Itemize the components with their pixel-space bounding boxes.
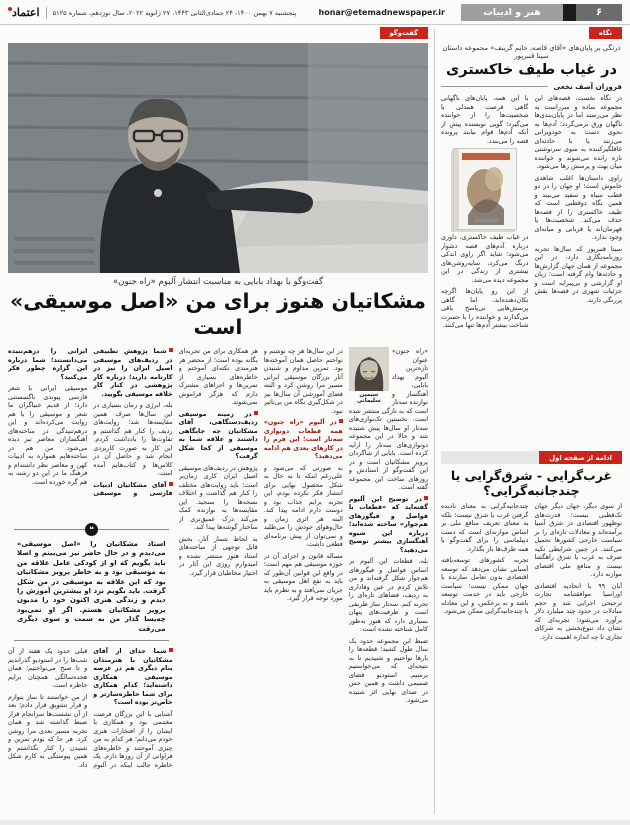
interview-article bbox=[8, 27, 428, 814]
reporter-caption: سیمین سلیمانی bbox=[357, 392, 381, 404]
article-paragraph: در غیاب طیف خاکستری، داوری درباره آدم‌های قصه دشوار می‌شود؛ شاید اگر راوی اندکی درنگ می‌کرد، سایه‌روشن‌های بیشتری از زندگی در این مجموعه دیده می‌شد. bbox=[440, 233, 529, 284]
interview-paragraph: در زمینه موسیقی ردیف‌دستگاهی، آقای مشکاتیان چه جایگاهی داشتند و علاقه شما به موسیقی از کجا شکل گرفت؟ bbox=[178, 409, 258, 460]
interview-col-pair bbox=[8, 347, 173, 825]
article-paragraph: با این همه، پایان‌های ناگهانی گاهی فرصت همدلی با شخصیت‌ها را از خواننده می‌گیرد؛ گویی نویسنده پیش از آنکه آدم‌ها قوام بیابند پرونده قصه را می‌بندد. bbox=[440, 94, 529, 145]
negah-tab: نگاه bbox=[589, 27, 622, 39]
interview-col-2 bbox=[264, 347, 343, 825]
interview-paragraph: «راه جنون» عنوان تازه‌ترین آلبوم بهداد بابایی، آهنگساز و نوازنده سه‌تار است که به تازگی منتشر شده است. نخستین تک‌نوازی‌های سه‌تار او سال‌ها پیش شنیده شد و حالا در این مجموعه دونوازی‌های سه‌تار را ارایه کرده است. بابایی از شاگردان پرویز مشکاتیان است و در این گفت‌وگو از استادش و روزهای ساخت این مجموعه گفته است. bbox=[348, 347, 428, 491]
etemad-logo: اعتماد bbox=[8, 6, 40, 19]
article-paragraph: تجربه کشورهای توسعه‌یافته آسیایی نشان می‌دهد که توسعه اقتصادی بدون تعامل سازنده با جهان ممکن نیست؛ سیاست خارجی باید در خدمت توسعه باشد و نه برعکس، و این معادله با چندجانبه‌گرایی ممکن می‌شود. bbox=[440, 556, 529, 615]
interview-paragraph: شما پژوهش تطبیقی در ردیف‌های موسیقی اصیل ایران را نیز در کارنامه دارید؛ درباره کار پژوهشی در کنار کار خلاقه موسیقی بگویید. bbox=[93, 347, 173, 398]
question-bullet bbox=[339, 419, 343, 423]
negah-col-left bbox=[441, 94, 529, 446]
question-bullet bbox=[254, 411, 258, 415]
negah-body bbox=[441, 94, 622, 446]
question-bullet bbox=[169, 348, 173, 352]
interview-paragraph: آشنایی با این بزرگان فرصت مغتنمی بود و همکاری با ایشان را از افتخارات هنری خودم می‌دانم؛ هر کدام به من چیزی آموختند و خاطره‌های فراوانی از آن روزها دارم. یک خاطره جالب اینکه در آلبوم قبلی حدود یک هفته از آن شب‌ها را در استودیو گذراندیم و تا صبح می‌نواختیم؛ همان هجده‌سالگی همچنان برایم خاطره است. bbox=[8, 647, 173, 769]
interview-paragraph: در توضیح این آلبوم گفته‌اید که «قطعات با فواصل و فیگورهای هم‌جوار» ساخته شده‌اند؛ درباره این شیوه آهنگسازی بیشتر توضیح می‌دهید؟ bbox=[348, 494, 428, 554]
book-cover-art bbox=[454, 149, 516, 229]
pair-bottom-text bbox=[8, 647, 173, 825]
continued-bar bbox=[441, 451, 622, 464]
section-title: هنر و ادبیات bbox=[461, 4, 563, 21]
interview-paragraph: ضبط این مجموعه حدود یک سال طول کشید؛ قطعه‌ها را بارها نواختیم و شنیدیم تا به نتیجه‌ای که می‌خواستیم برسیم. استودیو فضای صمیمی داشت و همین حس در صدای نهایی اثر شنیده می‌شود. bbox=[348, 636, 428, 704]
negah-byline bbox=[441, 82, 622, 91]
interview-paragraph: موسیقی ایرانی با شعر فارسی پیوندی ناگسستنی دارد؛ از قدیم خنیاگران ما شعر و موسیقی را با هم روایت می‌کرده‌اند و این درهم‌تنیدگی در ساخته‌های آهنگسازان معاصر نیز دیده می‌شود. من هم در ساخته‌هایم همواره به ادبیات کهن و معاصر نظر داشته‌ام و فرهنگ ما در این دو رشته به هم گره خورده است. bbox=[8, 384, 88, 486]
interview-tab: گفت‌وگو bbox=[380, 27, 428, 39]
book-cover-image bbox=[453, 148, 517, 230]
byline-rule bbox=[441, 86, 548, 87]
interview-paragraph: به صورتی که می‌شود و علی‌رغم اینکه تا به حال به شکل محصول نهایی برای انتشار فکر نکرده بودم، این تجربه برایم جذاب بود و دوست دارم ادامه پیدا کند. البته هر اثری زمان و حال‌وهوای خودش را می‌طلبد و نمی‌توان از پیش برنامه‌ای قطعی داشت. bbox=[263, 463, 343, 548]
interview-paragraph: شما جدای از آقای مشکاتیان با هنرمندان بنام دیگری هم در عرصه موسیقی همکاری داشته‌اید؛ کدام همکاری برای شما خاطره‌سازتر و خاص‌تر بوده است؟ bbox=[93, 647, 173, 707]
interviewee-photo bbox=[8, 43, 428, 273]
article-paragraph: در نگاه نخست، قصه‌های این مجموعه ساده و سرراست به نظر می‌رسند اما در پایان‌بندی‌ها ناگهان ورق برمی‌گردد؛ آدم‌ها به نحوی دست به خودویرانی می‌زنند یا با حادثه‌ای غافلگیرکننده به سوی سرنوشتی تازه رانده می‌شوند و خواننده میان بهت و پرسش رها می‌شود. bbox=[534, 94, 622, 170]
article-paragraph: سینا قنبرپور که سال‌ها تجربه روزنامه‌نگاری دارد، در این مجموعه از همان جهان گزارش‌ها و حادثه‌ها وام گرفته است؛ زبان او گزارشی و بی‌پیرایه است و جزئیات شهری در قصه‌ها نقش پررنگی دارند. bbox=[534, 244, 622, 304]
pull-quote-text: استاد مشکاتیان را «اصل موسیقی» می‌دیدم و در حال حاضر نیز می‌بینم و اصلا باید بگویم که او از کودکی عامل علاقه من به موسیقی بود و به خاطر پرویز مشکاتیان بود که این علاقه به موسیقی در من شکل گرفت. باید بگویم نزد او بیشترین آموزش را دیدم و زندگی هنری اکنون خود را مدیون پرویز مشکاتیان هستم. اگر او نمی‌بود چه‌بسا گذار من به سمت و سوی دیگری می‌رفت bbox=[16, 540, 166, 633]
quote-icon: ❝ bbox=[85, 523, 98, 536]
question-bullet bbox=[424, 496, 428, 500]
date-line: پنجشنبه ۷ بهمن ۱۴۰۰، ۲۴ جمادی‌الثانی ۱۴۴۳، ۲۷ ژانویه ۲۰۲۲، سال نوزدهم، شماره ۵۱۲۵ bbox=[52, 8, 297, 17]
interview-kicker: گفت‌وگو با بهداد بابایی به مناسبت انتشار آلبوم «راه جنون» bbox=[112, 277, 324, 287]
pull-quote bbox=[14, 525, 169, 641]
page-header bbox=[8, 3, 622, 22]
pair-top-text bbox=[8, 347, 173, 519]
interviewee-photo-art bbox=[8, 43, 428, 273]
negah-headline: در غیاب طیف خاکستری bbox=[446, 62, 617, 78]
west-headline: غرب‌گرایی - شرق‌گرایی یا چندجانبه‌گرایی؟ bbox=[450, 468, 613, 498]
article-paragraph: راوی داستان‌ها اغلب شاهدی خاموش است؛ او جهان را در دو قطب سیاه و سفید می‌بیند و همین نگاه دوقطبی است که طیف خاکستری را از قصه‌ها حذف می‌کند. شخصیت‌ها یا قهرمان‌اند یا قربانی و میانه‌ای وجود ندارد. bbox=[534, 173, 622, 241]
interview-col-3 bbox=[179, 347, 258, 825]
header-rule bbox=[0, 24, 630, 25]
reporter-photo-art bbox=[349, 347, 389, 391]
west-col-left bbox=[441, 502, 529, 784]
interview-paragraph: هر همکاری برای من تجربه‌ای یگانه بوده است؛ از محضر هر هنرمندی نکته‌ای آموختم و خاطره‌های بسیاری از تمرین‌ها و اجراهای مشترک دارم که هرگز فراموش نمی‌شوند. bbox=[178, 347, 258, 406]
header-divider bbox=[46, 7, 47, 19]
page-number: ۶ bbox=[576, 4, 622, 21]
question-bullet bbox=[169, 648, 173, 652]
interview-paragraph: به لحاظ شمار آثار، بخش قابل توجهی از ساخته‌های استاد هنوز منتشر نشده و امیدوارم روزی این آثار در اختیار مخاطبان قرار گیرد. bbox=[178, 534, 258, 577]
interview-paragraph: بله، انرژی و زمان بسیاری در این سال‌ها صرف همین مقایسه‌ها شد؛ روایت‌های ردیف را کنار هم گذاشتم و تفاوت‌ها را یادداشت کردم. این کار به صورت کاربردی انجام شد و حاصل آن در کلاس‌ها و کتاب‌هایم آمده است. bbox=[93, 401, 173, 477]
article-paragraph: چندجانبه‌گرایی به معنای نادیده گرفتن غرب یا شرق نیست؛ بلکه به معنای تعریف منافع ملی بر اساس موازنه‌ای است که دست دیپلماسی را برای گفت‌وگو با همه طرف‌ها باز بگذارد. bbox=[440, 502, 529, 553]
negah-kicker: درنگی بر پایان‌های «آقای قاصه، خانم گرینف» مجموعه داستان سینا قنبرپور bbox=[442, 44, 621, 60]
interview-paragraph: در این سال‌ها هر چه نوشتم و نواختم حاصل همان آموخته‌ها بود. تمرین مداوم و شنیدن آثار بزرگان موسیقی ایرانی مسیر مرا روشن کرد و البته فضای آموزشی آن سال‌ها نیز در شکل‌گیری نگاه من بی‌تاثیر نبود. bbox=[263, 347, 343, 415]
article-paragraph: آبان ۹۹ با اتحادیه اقتصادی اوراسیا موافقتنامه تجارت ترجیحی اجرایی شد و حجم مبادلات در حدود چند میلیارد دلار برآورد می‌شود؛ تجربه‌ای که نشان داد تنوع‌بخشی به شرکای تجاری تا چه اندازه اهمیت دارد. bbox=[534, 581, 622, 641]
interview-col-1 bbox=[349, 347, 428, 825]
interview-paragraph: مساله قانون و اجرای آن در حوزه موسیقی هم مهم است؛ در واقع این قوانین آن‌طور که باید به نفع اهل موسیقی به جریان نمی‌افتد و به نظرم باید مورد توجه قرار گیرد. bbox=[263, 551, 343, 602]
article-paragraph: از این رو پایان‌ها اگرچه تکان‌دهنده‌اند، اما گاهی پرسش‌هایی بی‌پاسخ باقی می‌گذارند و خواننده را با حسرت شناخت بیشتر آدم‌ها تنها می‌کنند. bbox=[440, 287, 529, 329]
west-body bbox=[441, 502, 622, 784]
interview-paragraph: پژوهش در ردیف‌های موسیقی اصیل ایران کاری زمان‌بر است؛ باید روایت‌های مختلف را کنار هم گذاشت و اختلاف نسخه‌ها را سنجید. این مقایسه‌ها به نوازنده کمک می‌کند درک عمیق‌تری از ساختار گوشه‌ها پیدا کند. bbox=[178, 463, 258, 531]
interview-paragraph: بله، قطعات این آلبوم بر اساس فواصل و فیگورهای هم‌جوار شکل گرفته‌اند و من تلاش کردم در عین وفاداری به ردیف، فضاهای تازه‌ای را تجربه کنم. سه‌تار ساز ظریفی است و ظرفیت‌های پنهان بسیاری دارد که هنوز به‌طور کامل شناخته نشده است. bbox=[348, 557, 428, 633]
interview-headline: مشکاتیان هنوز برای من «اصل موسیقی» است bbox=[10, 289, 426, 339]
header-separator bbox=[563, 4, 576, 21]
right-column bbox=[441, 27, 622, 814]
continued-tab: ادامه از صفحه اول bbox=[539, 451, 622, 464]
interview-paragraph: از من خواستند تا ساز بنوازم و قرار تشویق قرار دادم؛ بعد از آن نشست‌ها سرانجام قرار ضبط گذاشته شد و همان تجربه مسیر بعدی مرا روشن کرد. هر جا که بودم تمرین و شنیدن را کنار نگذاشتم و همین پیوستگی به کارم شکل داد. bbox=[8, 692, 88, 769]
section-email-link[interactable]: honar@etemadnewspaper.ir bbox=[318, 8, 445, 17]
west-col-right bbox=[534, 502, 622, 784]
article-paragraph: از سوی دیگر، جهان دیگر جهان تک‌قطبی نیست؛ قدرت‌های نوظهور اقتصادی در شرق آسیا برآمده‌اند و معادلات تازه‌ای را بر سیاست خارجی کشورها تحمیل می‌کنند. در چنین شرایطی تکیه صرف به غرب یا شرق راهگشا نیست و منافع ملی اقتضای موازنه دارد. bbox=[534, 502, 622, 578]
reporter-photo bbox=[349, 347, 389, 404]
interview-paragraph: در آلبوم «راه جنون» همه قطعات دونوازی سه‌تار است؛ این فرم را در کارهای بعدی هم ادامه می‌دهید؟ bbox=[263, 418, 343, 460]
negah-author: فروزان آصف نخعی bbox=[553, 82, 622, 91]
negah-col-right bbox=[534, 94, 622, 446]
column-divider bbox=[434, 29, 435, 814]
interview-paragraph: آقای مشکاتیان ادبیات فارسی و موسیقی ایرانی را درهم‌تنیده می‌دانستند؛ شما درباره این گزاره چطور فکر می‌کنید؟ bbox=[8, 347, 173, 497]
interview-body bbox=[8, 347, 428, 825]
question-bullet bbox=[169, 482, 173, 486]
